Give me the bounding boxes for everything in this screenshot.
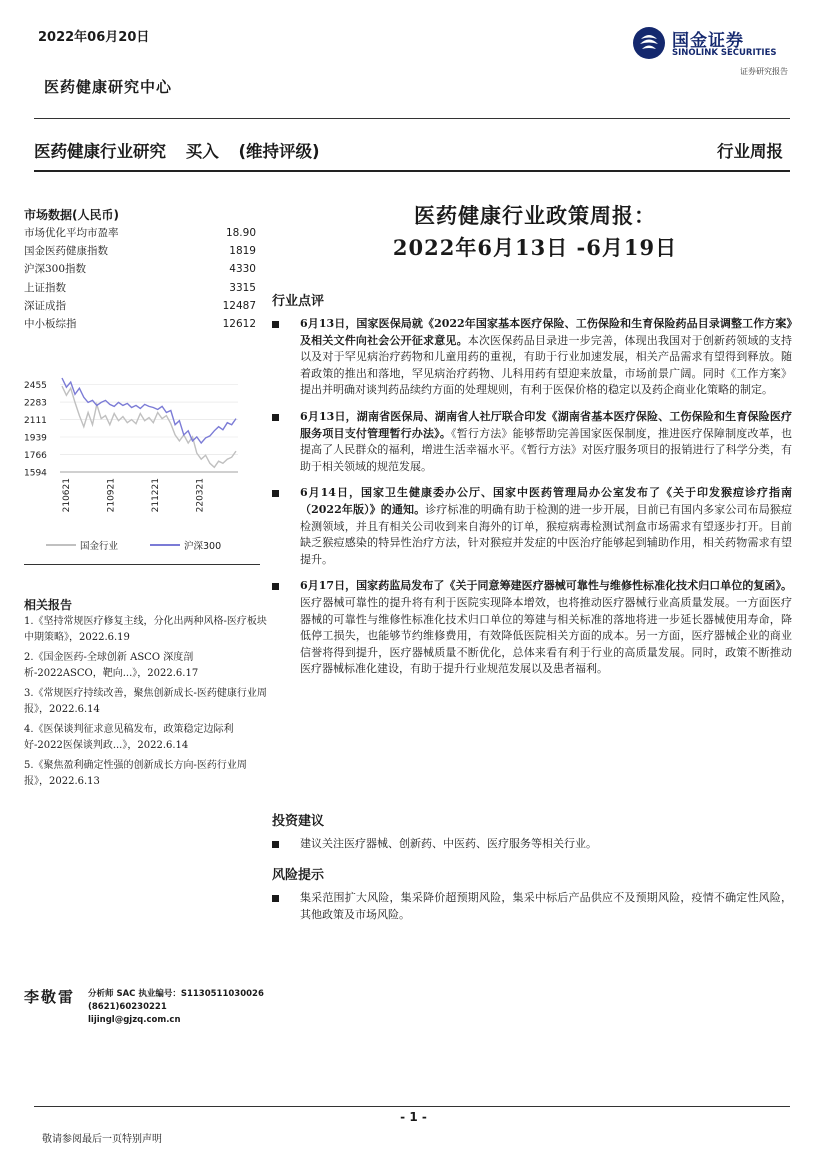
related-reports-list	[24, 614, 268, 794]
y-tick-label: 1766	[24, 451, 47, 462]
market-value: 3315	[229, 281, 256, 294]
market-label: 国金医药健康指数	[24, 245, 108, 258]
logo-english: SINOLINK SECURITIES	[672, 48, 777, 58]
point-lead: 6月14日，国家卫生健康委办公厅、国家中医药管理局办公室发布了《关于印发猴痘诊疗指南（2022年版）》的通知。	[300, 486, 792, 516]
bullet-square-icon	[272, 895, 279, 902]
market-label: 深证成指	[24, 299, 66, 312]
market-value: 4330	[229, 263, 256, 276]
related-report-item[interactable]: 1.《坚持常规医疗修复主线，分化出两种风格-医疗板块中期策略》，2022.6.19	[24, 616, 267, 643]
legend-item-hs300	[150, 538, 221, 552]
section-industry-review: 行业点评	[272, 294, 325, 309]
policy-point	[272, 316, 792, 399]
point-lead: 6月13日，湖南省医保局、湖南省人社厅联合印发《湖南省基本医疗保险、工伤保险和生育保险医疗服务项目支付管理暂行办法》。	[300, 409, 792, 440]
point-lead: 6月13日，国家医保局就《2022年国家基本医疗保险、工伤保险和生育保险药品目录调整工作方案》及相关文件向社会公开征求意见。	[300, 317, 792, 347]
index-line-chart	[20, 368, 250, 528]
market-row	[24, 242, 256, 260]
market-value: 12487	[222, 299, 256, 312]
logo-subtitle: 证券研究报告	[740, 67, 788, 76]
related-report-item[interactable]: 2.《国金医药-全球创新 ASCO 深度剖析-2022ASCO，靶向...》，2022.6.17	[24, 652, 199, 679]
legend-label: 国金行业	[80, 541, 119, 552]
investment-points	[272, 836, 792, 863]
related-reports-title: 相关报告	[24, 598, 73, 612]
section-risk: 风险提示	[272, 868, 325, 883]
logo-name: 国金证券	[672, 31, 744, 51]
x-tick-label: 210921	[106, 478, 117, 513]
policy-point	[272, 409, 792, 475]
market-row	[24, 224, 256, 242]
market-row	[24, 315, 256, 333]
page-number: - 1 -	[400, 1110, 427, 1124]
industry-label: 医药健康行业研究	[34, 142, 166, 161]
analyst-name: 李敬雷	[24, 988, 76, 1006]
y-tick-label: 2283	[24, 398, 47, 409]
title-line-2: 2022年6月13日 -6月19日	[392, 235, 678, 260]
research-center: 医药健康研究中心	[44, 78, 173, 96]
report-date: 2022年06月20日	[38, 30, 150, 45]
related-report-item[interactable]: 5.《聚焦盈利确定性强的创新成长方向-医药行业周报》，2022.6.13	[24, 760, 247, 787]
company-logo	[632, 24, 792, 76]
point-body: 医疗器械可靠性的提升将有利于医院实现降本增效，也将推动医疗器械行业高质量发展。一方面医疗器械的可靠性与维修性标准化技术归口单位的筹建与相关标准的落地将进一步延长器械使用寿命，降低停工损失，也能够节约维修费用，有效降低医院相关方面的成本。另一方面，医疗器械企业的商业信誉将得到提升，医疗器械质量不断优化，总体来看有利于行业的高质量发展。同时，政策不断推动医疗器械标准化建设，有助于提升行业规范发展以及患者福利。	[300, 595, 792, 676]
market-label: 沪深300指数	[24, 263, 87, 276]
chart-legend	[46, 538, 246, 554]
analyst-info	[88, 988, 264, 1027]
bullet-square-icon	[272, 321, 279, 328]
point-body: 本次医保药品目录进一步完善，体现出我国对于创新药领域的支持以及对于罕见病治疗药物和儿童用药的重视，有助于行业加速发展，相关产品需求有望得到释放。随着政策的推出和落地，罕见病治疗药物、儿科用药有望迎来放量，市场前景广阔。同时《工作方案》提出并明确对谈判药品续约方面的处理规则，有利于医保价格的稳定以及药企商业化策略的制定。	[300, 333, 793, 397]
investment-text: 建议关注医疗器械、创新药、中医药、医疗服务等相关行业。	[300, 837, 597, 850]
legend-item-industry	[46, 538, 118, 552]
investment-point	[272, 836, 792, 853]
bullet-square-icon	[272, 583, 279, 590]
legend-label: 沪深300	[184, 541, 222, 552]
bullet-square-icon	[272, 490, 279, 497]
risk-point	[272, 890, 792, 923]
footer-rule	[34, 1106, 790, 1107]
point-body: 《暂行方法》能够帮助完善国家医保制度，推进医疗保障制度改革，也提高了人民群众的福利，增进生活幸福水平。《暂行方法》对医疗服务项目的报销进行了科学分类，有助于相关领域的规范发展。	[300, 426, 792, 473]
rating-rule	[34, 170, 790, 172]
y-tick-label: 1939	[24, 433, 47, 444]
bullet-square-icon	[272, 414, 279, 421]
report-title	[272, 200, 798, 264]
point-lead: 6月17日，国家药监局发布了《关于同意筹建医疗器械可靠性与维修性标准化技术归口单位的复函》。	[300, 579, 792, 593]
series-line	[62, 386, 236, 467]
rating-note: (维持评级)	[238, 142, 320, 161]
legend-swatch	[150, 544, 180, 546]
market-label: 中小板综指	[24, 317, 77, 330]
header-rule	[34, 118, 790, 119]
analyst-cert: S1130511030026	[180, 989, 264, 999]
policy-point	[272, 578, 792, 678]
section-investment: 投资建议	[272, 814, 325, 829]
industry-points	[272, 316, 792, 688]
rating-value: 买入	[185, 142, 219, 161]
x-tick-label: 220321	[195, 478, 206, 513]
bullet-square-icon	[272, 841, 279, 848]
risk-text: 集采范围扩大风险，集采降价超预期风险，集采中标后产品供应不及预期风险，疫情不确定性风险，其他政策及市场风险。	[300, 891, 792, 921]
related-report-item[interactable]: 3.《常规医疗持续改善，聚焦创新成长-医药健康行业周报》，2022.6.14	[24, 688, 267, 715]
y-tick-label: 2111	[24, 416, 47, 427]
market-row	[24, 279, 256, 297]
title-line-1: 医药健康行业政策周报：	[414, 203, 656, 228]
analyst-phone: (8621)60230221	[88, 1002, 167, 1012]
market-data-title: 市场数据(人民币)	[24, 208, 119, 222]
sidebar-divider	[24, 564, 260, 565]
disclaimer-note: 敬请参阅最后一页特别声明	[42, 1134, 162, 1145]
risk-points	[272, 890, 792, 933]
market-value: 1819	[229, 245, 256, 258]
y-tick-label: 2455	[24, 381, 47, 392]
analyst-cert-label: 分析师 SAC 执业编号：	[88, 989, 181, 999]
market-value: 12612	[222, 317, 256, 330]
y-tick-label: 1594	[24, 468, 47, 479]
logo-icon	[632, 26, 666, 60]
market-data-table	[24, 224, 256, 333]
market-label: 市场优化平均市盈率	[24, 227, 119, 239]
point-body: 诊疗标准的明确有助于检测的进一步开展，目前已有国内多家公司布局猴痘检测领域，并且有相关公司收到来自海外的订单，猴痘病毒检测试剂盒市场需求有望逐步打开。目前缺乏猴痘感染的特异性治疗方法，针对猴痘并发症的中医治疗能够起到辅助作用，相关药物需求有望提升。	[300, 502, 792, 566]
analyst-email[interactable]: lijingl@gjzq.com.cn	[88, 1015, 181, 1025]
market-row	[24, 297, 256, 315]
market-label: 上证指数	[24, 281, 66, 294]
rating-line	[34, 138, 334, 162]
report-type: 行业周报	[717, 142, 783, 161]
market-row	[24, 260, 256, 278]
related-report-item[interactable]: 4.《医保谈判征求意见稿发布，政策稳定边际利好-2022医保谈判政...》，2022.6.14	[24, 724, 234, 751]
market-value: 18.90	[225, 227, 256, 239]
x-tick-label: 211221	[150, 478, 161, 513]
x-tick-label: 210621	[61, 478, 72, 513]
legend-swatch	[46, 544, 76, 546]
policy-point	[272, 485, 792, 568]
